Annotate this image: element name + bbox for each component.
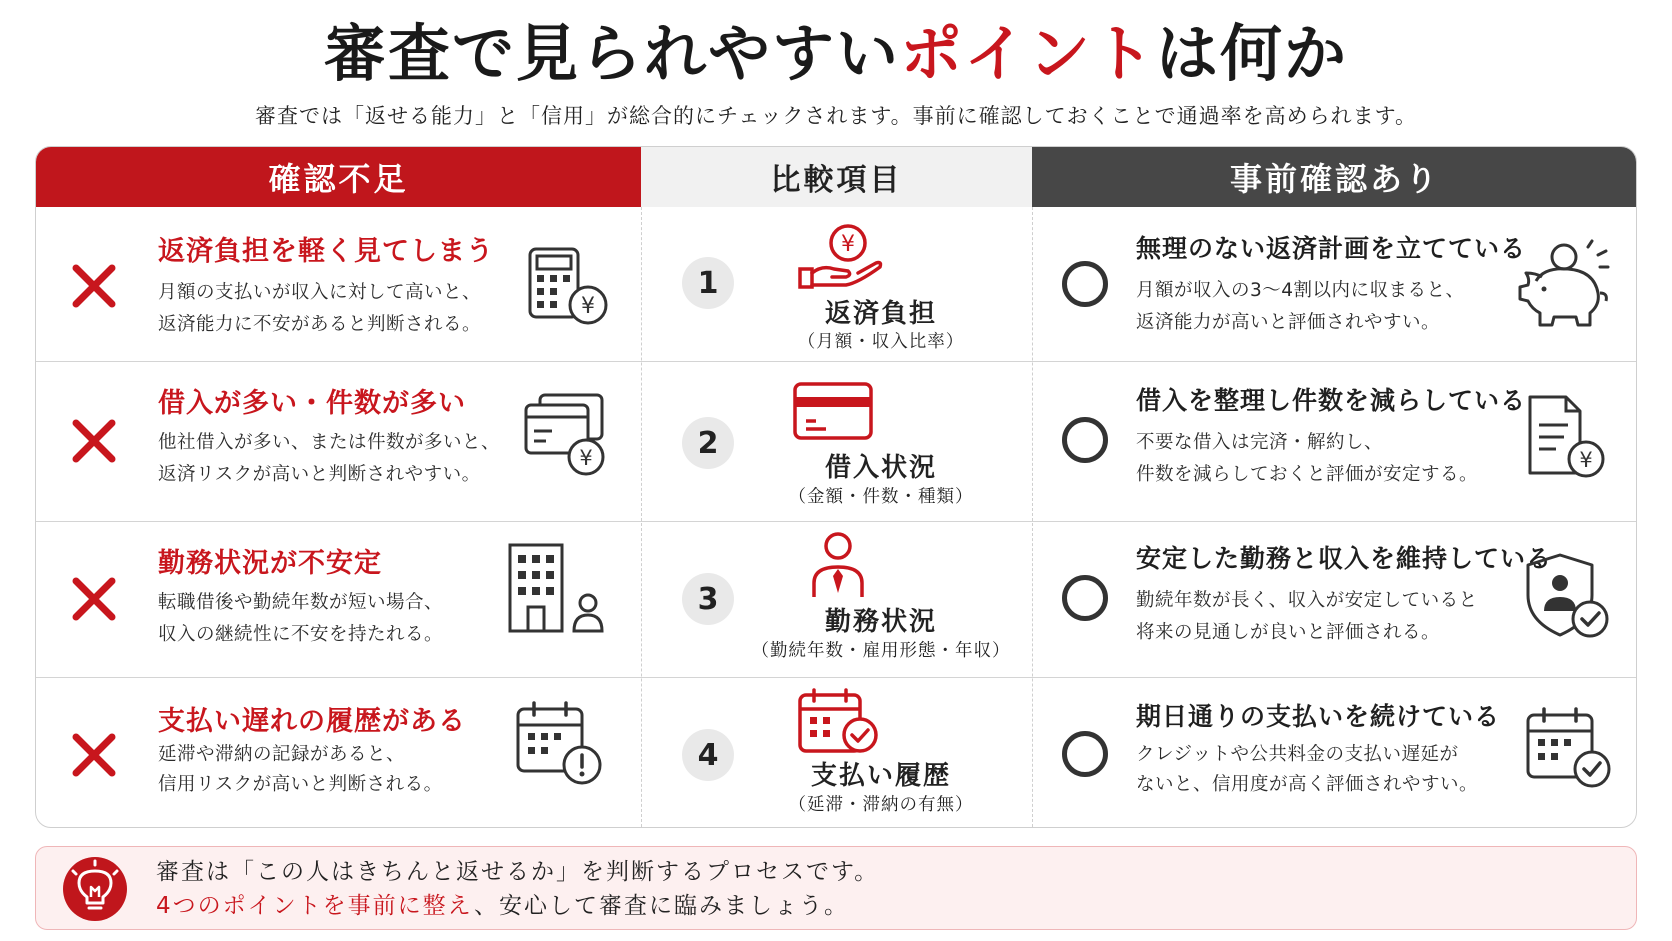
document-yen-icon [1526,393,1610,483]
banner-highlight: 4つのポイントを事前に整え [156,893,475,919]
point-number: 1 [682,257,734,309]
point-number: 3 [682,573,734,625]
point-number: 4 [682,729,734,781]
piggy-bank-icon [1514,237,1618,335]
left-desc-line2: 収入の継続性に不安を持たれる。 [158,624,444,645]
credit-card-icon [792,381,874,441]
right-desc-line1: 不要な借入は完済・解約し、 [1136,432,1384,453]
right-title: 安定した勤務と収入を維持している [1136,544,1553,573]
banner-line2 [156,889,849,923]
circle-icon [1062,261,1108,307]
left-title: 返済負担を軽く見てしまう [158,236,494,267]
circle-icon [1062,731,1108,777]
left-desc-line1: 他社借入が多い、または件数が多いと、 [158,432,501,453]
right-desc-line1: クレジットや公共料金の支払い遅延が [1136,744,1459,765]
banner-line2-rest: 、安心して審査に臨みましょう。 [474,893,850,919]
svg-text:¥: ¥ [1579,448,1593,472]
item-title: 勤務状況 [824,607,937,637]
left-desc-line2: 返済能力に不安があると判断される。 [158,314,482,335]
circle-icon [1062,417,1108,463]
table-row [36,677,1637,828]
left-title: 借入が多い・件数が多い [158,388,466,419]
calendar-check-icon [1524,705,1614,791]
left-desc-line1: 転職借後や勤続年数が短い場合、 [158,592,444,613]
right-title: 借入を整理し件数を減らしている [1136,386,1527,415]
right-desc-line2: ないと、信用度が高く評価されやすい。 [1136,774,1479,795]
cross-icon [72,577,116,621]
item-sub: （金額・件数・種類） [788,487,974,507]
calendar-warning-icon [514,699,610,791]
left-desc-line1: 延滞や滞納の記録があると、 [158,744,406,765]
right-title: 期日通りの支払いを続けている [1136,702,1501,731]
cross-icon [72,419,116,463]
cross-icon [72,264,116,308]
table-row [36,207,1637,361]
header-prechecked: 事前確認あり [1032,147,1637,207]
left-title: 支払い遅れの履歴がある [158,706,466,737]
circle-icon [1062,575,1108,621]
svg-text:¥: ¥ [581,294,595,319]
lightbulb-icon [63,857,127,921]
building-person-icon [506,541,610,637]
summary-banner [35,846,1637,930]
title-part1: 審査で見られやすい [323,17,900,90]
page-title [0,14,1672,94]
page-subtitle: 審査では「返せる能力」と「信用」が総合的にチェックされます。事前に確認しておくことで通過率を高められます。 [254,104,1417,128]
shield-person-check-icon [1524,551,1612,641]
left-desc-line1: 月額の支払いが収入に対して高いと、 [158,282,482,303]
cards-yen-icon [522,391,612,481]
point-number: 2 [682,417,734,469]
cross-icon [72,733,116,777]
header-insufficient: 確認不足 [36,147,641,207]
right-desc-line2: 件数を減らしておくと評価が安定する。 [1136,464,1479,485]
left-desc-line2: 信用リスクが高いと判断される。 [158,774,443,795]
right-desc-line1: 勤続年数が長く、収入が安定していると [1136,590,1478,611]
svg-text:¥: ¥ [579,446,593,470]
item-title: 借入状況 [824,453,937,483]
title-part2: は何か [1156,17,1349,90]
table-row [36,521,1637,677]
businessperson-icon [810,531,866,601]
item-sub: （延滞・滞納の有無） [788,795,974,815]
item-title: 返済負担 [824,299,937,329]
left-desc-line2: 返済リスクが高いと判断されやすい。 [158,464,481,485]
svg-text:¥: ¥ [841,232,855,257]
comparison-table [35,146,1637,828]
hand-coin-icon [796,223,886,291]
right-desc-line1: 月額が収入の3〜4割以内に収まると、 [1136,280,1465,301]
right-desc-line2: 返済能力が高いと評価されやすい。 [1136,312,1441,333]
header-comparison: 比較項目 [641,147,1032,207]
calculator-yen-icon [526,245,610,329]
title-accent: ポイント [899,17,1156,90]
banner-line1: 審査は「この人はきちんと返せるか」を判断するプロセスです。 [156,859,880,885]
left-title: 勤務状況が不安定 [158,548,382,579]
right-title: 無理のない返済計画を立てている [1136,234,1527,263]
table-row [36,361,1637,521]
item-sub: （月額・収入比率） [797,332,965,352]
right-desc-line2: 将来の見通しが良いと評価される。 [1136,622,1441,643]
item-sub: （勤続年数・雇用形態・年収） [751,641,1011,661]
item-title: 支払い履歴 [810,761,951,791]
calendar-check-icon [796,687,882,757]
